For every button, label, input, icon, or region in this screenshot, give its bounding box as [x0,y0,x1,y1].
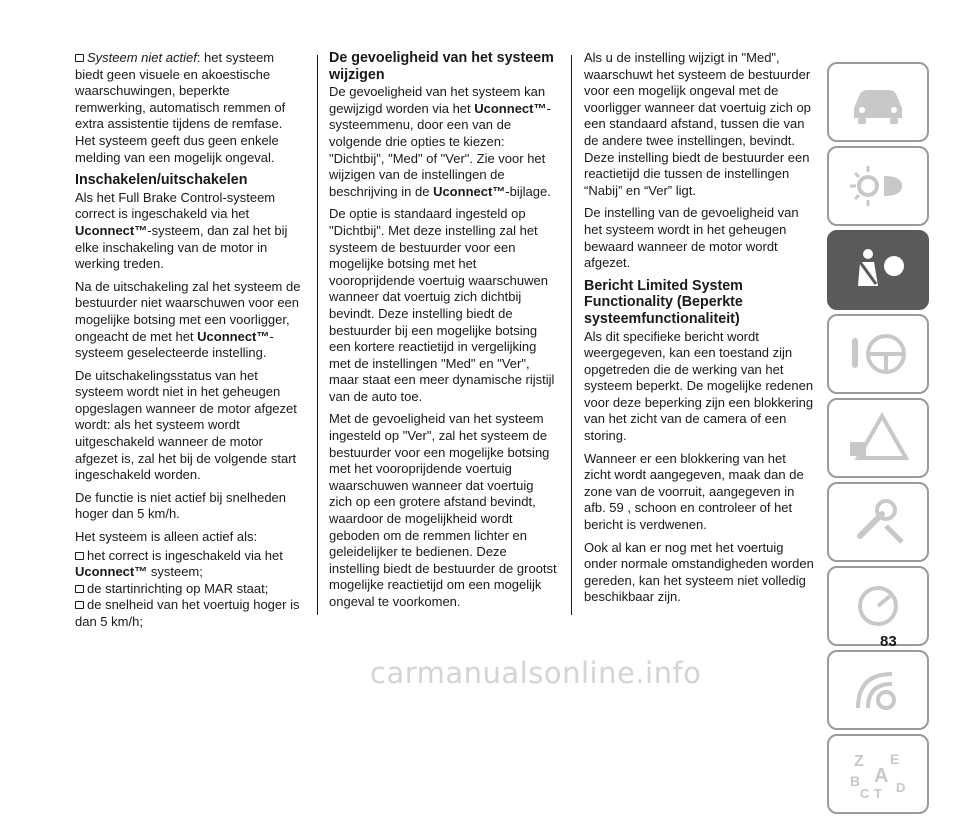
paragraph: Als dit specifieke bericht wordt weergegeven, kan een toestand zijn opgetreden die de werking van het systeem beperkt. De mogelijke redenen voor deze beperking zijn een blokkering van het zicht van de camera of een storing. [584,328,814,444]
section-heading-sensitivity: De gevoeligheid van het systeem wijzigen [329,50,554,83]
paragraph: Met de gevoeligheid van het systeem ingesteld op "Ver", zal het systeem de bestuurder voor een mogelijke botsing met het vooroprijdende voertuig waarschuwen wanneer dat voertuig zich op een grotere afstand bevindt, waardoor de mogelijkheid wordt geboden om de remmen lichter en geleidelijker te bedienen. Deze instelling biedt de bestuurder de grootst mogelijke reactietijd om een mogelijk ongeval te voorkomen. [329,411,557,609]
index-letter: B [850,773,861,789]
intro-italic: Systeem niet actief [87,50,197,65]
bullet-item [75,581,303,598]
bullet-item [75,548,303,581]
index-letter: T [874,786,882,800]
index-letter: A [874,765,889,787]
gauge-icon [846,580,910,632]
text: Na de uitschakeling zal het systeem de bestuurder niet waarschuwen voor een mogelijke botsing met een voorligger, ongeacht de met het [75,278,301,344]
index-letter: D [896,780,906,795]
steering-wheel-icon [846,328,910,380]
intro-text: : het systeem biedt geen visuele en akoestische waarschuwingen, beperkte remwerking, automatisch remmen of extra assistentie tijdens de remfase. Het systeem geeft dus geen enkele melding van een mogelijk ongeval. [75,50,286,165]
text: -systeemmenu, door een van de volgende drie opties te kiezen: "Dichtbij", "Med" of "Ver". Zie voor het wijzigen van de instellingen de beschrijving in de [329,100,551,199]
paragraph [329,84,557,200]
paragraph: Het systeem is alleen actief als: [75,529,258,545]
text: -systeem, dan zal het bij elke inschakeling van de motor in werking treden. [75,222,288,272]
tab-multimedia[interactable] [827,650,929,730]
section-heading-limited-functionality: Bericht Limited System Functionality (Beperkte systeemfunctionaliteit) [584,277,743,327]
tab-index[interactable] [827,734,929,814]
bullet-icon [75,585,84,593]
uconnect-term: Uconnect™ [474,100,547,116]
text: -bijlage. [505,183,551,199]
paragraph: Als u de instelling wijzigt in "Med", waarschuwt het systeem de bestuurder voor een mogelijk ongeval met de voorligger wanneer dat voertuig zich op een standaard afstand, tussen die van de andere twee instellingen, bevindt. Deze instelling biedt de bestuurder een reactietijd die tussen de instellingen “Nabij” en “Ver” ligt. [584,50,811,198]
text: systeem; [147,564,203,580]
text: Als het Full Brake Control-systeem correct is ingeschakeld via het [75,189,276,222]
index-letter: Z [854,753,864,770]
paragraph: De optie is standaard ingesteld op "Dichtbij". Met deze instelling zal het systeem de bestuurder voor een mogelijke botsing met het vooroprijdende voertuig waarschuwen wanneer dat voertuig zich dichtbij bevindt. Deze instelling biedt de bestuurder bij een mogelijke botsing een kortere reactietijd in vergelijking met de instellingen "Med" en "Ver", maar staat een meer dynamische rijstijl van de auto toe. [329,206,555,404]
wrench-icon [846,496,910,548]
paragraph: De uitschakelingsstatus van het systeem wordt niet in het geheugen opgeslagen wanneer de motor afgezet wordt: als het systeem wordt uitgeschakeld wanneer de motor afgezet is, zal het bij de volgende start ingeschakeld worden. [75,367,297,483]
tab-car-overview[interactable] [827,62,929,142]
intro-paragraph [75,50,303,166]
column-divider [571,55,572,615]
paragraph [75,190,303,273]
watermark: carmanualsonline.info [370,656,702,690]
bullet-item [75,597,303,630]
paragraph: De instelling van de gevoeligheid van het systeem wordt in het geheugen bewaard wanneer de motor wordt afgezet. [584,205,799,271]
uconnect-term: Uconnect™ [197,328,270,344]
chapter-tabs [827,62,933,818]
tab-technical-data[interactable] [827,566,929,646]
section-heading-enable-disable: Inschakelen/uitschakelen [75,172,248,189]
car-icon [846,76,910,128]
uconnect-term: Uconnect™ [75,564,148,580]
alphabet-index-icon [846,748,910,800]
tab-warning-lights[interactable] [827,146,929,226]
column-divider [317,55,318,615]
column-1 [75,50,303,637]
text: de snelheid van het voertuig hoger is dan 5 km/h; [75,597,300,629]
bullet-icon [75,54,84,62]
column-2 [329,50,557,617]
text: de startinrichting op MAR staat; [87,580,269,596]
text: De gevoeligheid van het systeem kan gewijzigd worden via het [329,84,546,116]
column-3 [584,50,816,612]
tab-emergency[interactable] [827,398,929,478]
page-number: 83 [880,633,897,650]
lights-icon [846,160,910,212]
index-letter: C [860,786,870,800]
multimedia-icon [846,664,910,716]
index-letter: E [890,751,900,767]
tab-maintenance[interactable] [827,482,929,562]
paragraph: Ook al kan er nog met het voertuig onder normale omstandigheden worden gereden, kan het systeem niet volledig beschikbaar zijn. [584,539,814,605]
uconnect-term: Uconnect™ [433,183,506,199]
warning-triangle-icon [846,412,910,464]
paragraph: De functie is niet actief bij snelheden hoger dan 5 km/h. [75,489,287,522]
uconnect-term: Uconnect™ [75,222,148,238]
bullet-icon [75,601,84,609]
text: -systeem geselecteerde instelling. [75,328,274,361]
seatbelt-airbag-icon [846,244,910,296]
bullet-icon [75,552,84,560]
tab-driving[interactable] [827,314,929,394]
paragraph [75,279,303,362]
paragraph: Wanneer er een blokkering van het zicht wordt aangegeven, maak dan de zone van de voorruit, aangegeven in afb. 59 , schoon en controleer of het bericht is verdwenen. [584,450,804,533]
text: het correct is ingeschakeld via het [87,547,283,563]
tab-safety[interactable] [827,230,929,310]
